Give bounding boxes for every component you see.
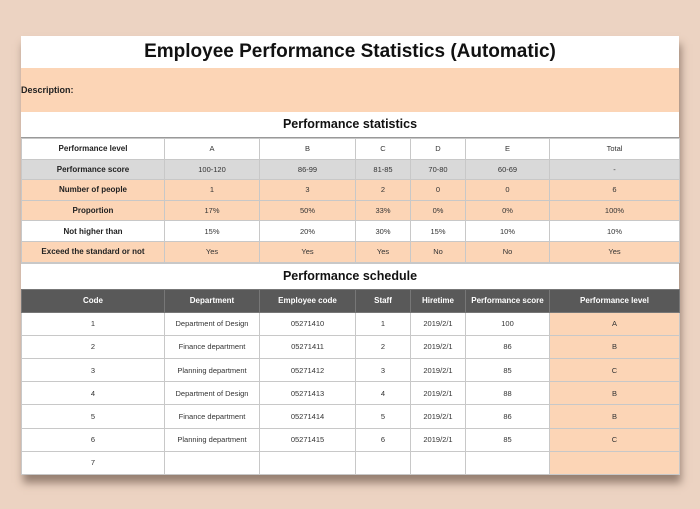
table-cell[interactable]: 4 <box>356 382 411 405</box>
table-cell[interactable]: 05271410 <box>260 312 356 335</box>
table-cell[interactable]: 2019/2/1 <box>411 405 466 428</box>
table-cell[interactable]: 05271411 <box>260 335 356 358</box>
table-cell[interactable]: 3 <box>356 358 411 381</box>
table-row <box>22 405 680 428</box>
table-cell[interactable]: 2019/2/1 <box>411 428 466 451</box>
table-cell[interactable]: Planning department <box>165 358 260 381</box>
table-cell[interactable]: 7 <box>22 451 165 474</box>
stats-cell[interactable]: No <box>411 241 466 262</box>
stats-section-title: Performance statistics <box>21 112 679 138</box>
column-header[interactable]: Employee code <box>260 289 356 312</box>
stats-cell[interactable]: 0 <box>411 180 466 201</box>
stats-cell[interactable]: 100-120 <box>165 159 260 180</box>
table-cell[interactable]: Finance department <box>165 405 260 428</box>
stats-cell[interactable]: 100% <box>550 200 680 221</box>
stats-cell[interactable]: 17% <box>165 200 260 221</box>
table-cell[interactable]: 1 <box>356 312 411 335</box>
table-cell[interactable]: C <box>550 428 680 451</box>
table-cell[interactable] <box>411 451 466 474</box>
schedule-header-row <box>22 289 680 312</box>
stats-cell[interactable]: 20% <box>260 221 356 242</box>
table-cell[interactable] <box>466 451 550 474</box>
table-cell[interactable]: B <box>550 382 680 405</box>
table-row <box>22 335 680 358</box>
stats-cell[interactable]: 0% <box>466 200 550 221</box>
table-cell[interactable]: 2019/2/1 <box>411 358 466 381</box>
description-label: Description: <box>21 85 74 95</box>
table-cell[interactable]: 88 <box>466 382 550 405</box>
table-cell[interactable]: 05271415 <box>260 428 356 451</box>
schedule-section-title: Performance schedule <box>21 263 679 289</box>
stats-row-label[interactable]: Proportion <box>22 200 165 221</box>
table-cell[interactable]: 86 <box>466 405 550 428</box>
stats-cell[interactable]: 30% <box>356 221 411 242</box>
table-cell[interactable]: 1 <box>22 312 165 335</box>
table-cell[interactable]: 2019/2/1 <box>411 335 466 358</box>
table-cell[interactable]: 2019/2/1 <box>411 382 466 405</box>
stats-row <box>22 241 680 262</box>
column-header[interactable]: Department <box>165 289 260 312</box>
table-cell[interactable] <box>260 451 356 474</box>
stats-row <box>22 221 680 242</box>
schedule-table <box>21 289 680 475</box>
stats-row <box>22 139 680 160</box>
table-cell[interactable]: Finance department <box>165 335 260 358</box>
table-row <box>22 382 680 405</box>
table-cell[interactable]: 6 <box>22 428 165 451</box>
stats-row-label[interactable]: Exceed the standard or not <box>22 241 165 262</box>
stats-row-label[interactable]: Performance score <box>22 159 165 180</box>
table-cell[interactable] <box>165 451 260 474</box>
stats-row-label[interactable]: Number of people <box>22 180 165 201</box>
stats-cell[interactable]: 0 <box>466 180 550 201</box>
stats-row-label[interactable]: Not higher than <box>22 221 165 242</box>
table-cell[interactable]: 85 <box>466 358 550 381</box>
stats-cell[interactable]: 86-99 <box>260 159 356 180</box>
stats-table <box>21 138 680 263</box>
column-header[interactable]: Performance score <box>466 289 550 312</box>
spreadsheet <box>21 36 679 475</box>
stats-cell[interactable]: A <box>165 139 260 160</box>
table-cell[interactable]: 5 <box>356 405 411 428</box>
table-cell[interactable]: 2 <box>22 335 165 358</box>
table-cell[interactable]: 2019/2/1 <box>411 312 466 335</box>
stats-cell[interactable]: 2 <box>356 180 411 201</box>
stats-cell[interactable]: 50% <box>260 200 356 221</box>
table-cell[interactable]: B <box>550 405 680 428</box>
table-cell[interactable]: 05271412 <box>260 358 356 381</box>
stats-row <box>22 200 680 221</box>
stats-cell[interactable]: Yes <box>356 241 411 262</box>
table-cell[interactable]: Department of Design <box>165 312 260 335</box>
stats-cell[interactable]: 0% <box>411 200 466 221</box>
stats-cell[interactable]: 60-69 <box>466 159 550 180</box>
table-cell[interactable]: 85 <box>466 428 550 451</box>
stats-cell[interactable]: 10% <box>466 221 550 242</box>
table-cell[interactable]: 05271414 <box>260 405 356 428</box>
stats-cell[interactable]: 15% <box>411 221 466 242</box>
stats-cell[interactable]: C <box>356 139 411 160</box>
stats-row-label[interactable]: Performance level <box>22 139 165 160</box>
stats-cell[interactable]: - <box>550 159 680 180</box>
table-cell[interactable] <box>550 451 680 474</box>
description-row[interactable] <box>21 68 679 112</box>
table-row <box>22 451 680 474</box>
stats-cell[interactable]: 1 <box>165 180 260 201</box>
table-cell[interactable]: A <box>550 312 680 335</box>
table-row <box>22 428 680 451</box>
table-row <box>22 312 680 335</box>
table-cell[interactable]: 100 <box>466 312 550 335</box>
column-header[interactable]: Performance level <box>550 289 680 312</box>
stats-row <box>22 159 680 180</box>
stats-cell[interactable]: Yes <box>260 241 356 262</box>
page-title: Employee Performance Statistics (Automatic) <box>144 41 556 62</box>
table-cell[interactable]: 05271413 <box>260 382 356 405</box>
table-cell[interactable] <box>356 451 411 474</box>
table-row <box>22 358 680 381</box>
stats-cell[interactable]: Yes <box>550 241 680 262</box>
stats-cell[interactable]: 33% <box>356 200 411 221</box>
stats-cell[interactable]: D <box>411 139 466 160</box>
column-header[interactable]: Hiretime <box>411 289 466 312</box>
table-cell[interactable]: 5 <box>22 405 165 428</box>
table-cell[interactable]: 3 <box>22 358 165 381</box>
table-cell[interactable]: 2 <box>356 335 411 358</box>
stats-cell[interactable]: 6 <box>550 180 680 201</box>
stats-cell[interactable]: 3 <box>260 180 356 201</box>
table-cell[interactable]: 6 <box>356 428 411 451</box>
stats-cell[interactable]: 70-80 <box>411 159 466 180</box>
stats-cell[interactable]: B <box>260 139 356 160</box>
stats-row <box>22 180 680 201</box>
stats-cell[interactable]: 10% <box>550 221 680 242</box>
stats-cell[interactable]: 81-85 <box>356 159 411 180</box>
table-cell[interactable]: B <box>550 335 680 358</box>
stats-cell[interactable]: Total <box>550 139 680 160</box>
stats-cell[interactable]: No <box>466 241 550 262</box>
stats-cell[interactable]: E <box>466 139 550 160</box>
column-header[interactable]: Staff <box>356 289 411 312</box>
column-header[interactable]: Code <box>22 289 165 312</box>
table-cell[interactable]: Planning department <box>165 428 260 451</box>
stats-cell[interactable]: 15% <box>165 221 260 242</box>
stats-cell[interactable]: Yes <box>165 241 260 262</box>
table-cell[interactable]: 86 <box>466 335 550 358</box>
table-cell[interactable]: 4 <box>22 382 165 405</box>
table-cell[interactable]: C <box>550 358 680 381</box>
table-cell[interactable]: Department of Design <box>165 382 260 405</box>
